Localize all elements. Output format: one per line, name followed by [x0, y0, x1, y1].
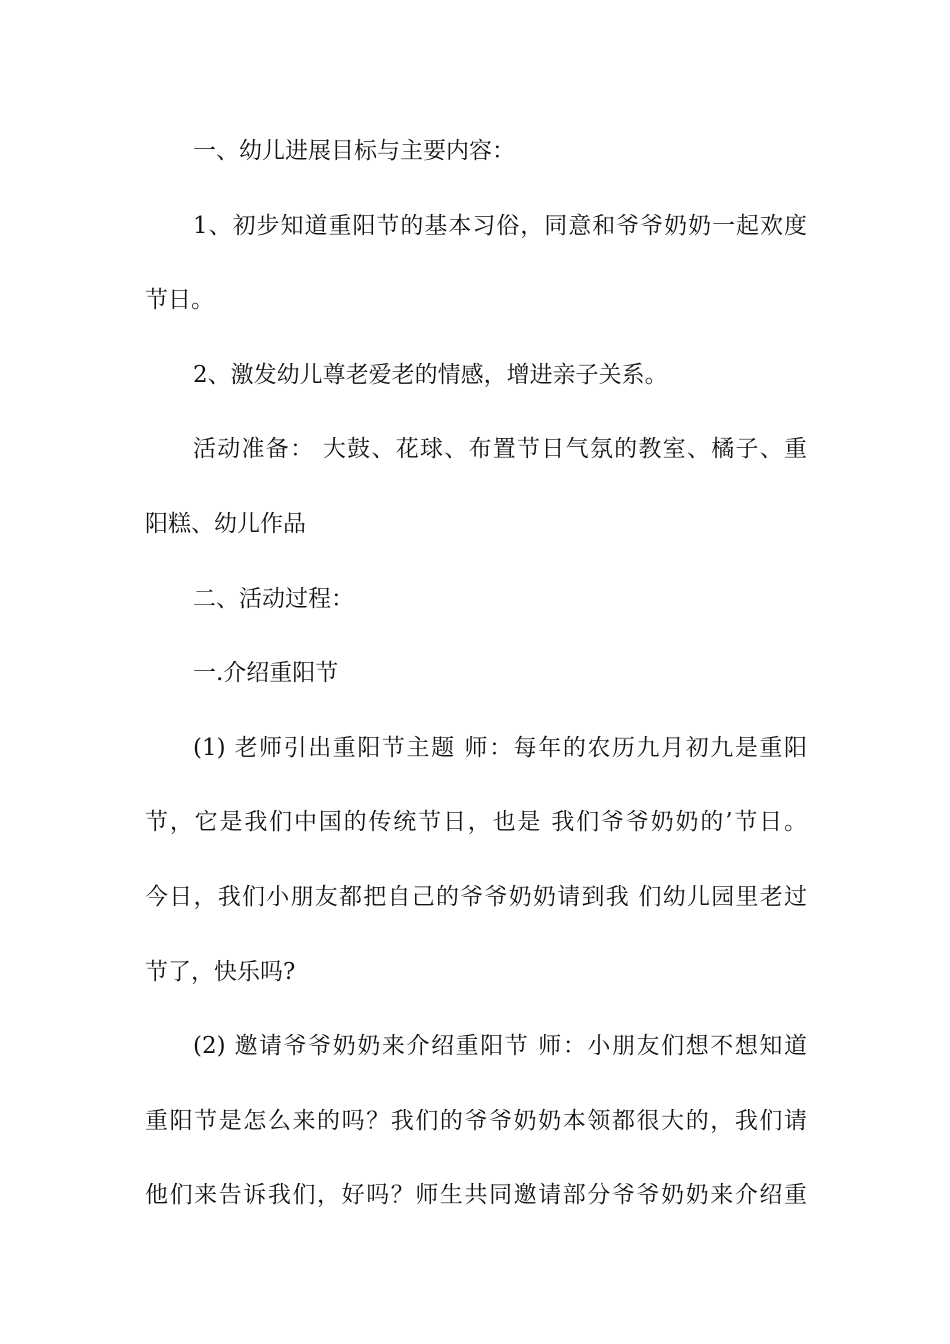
paragraph-line: 1、初步知道重阳节的基本习俗，同意和爷爷奶奶一起欢度	[193, 213, 807, 239]
paragraph-line: 2、激发幼儿尊老爱老的情感，增进亲子关系。	[193, 362, 668, 388]
paragraph-line: 活动准备： 大鼓、花球、布置节日气氛的教室、橘子、重	[193, 436, 807, 462]
section-heading-goals: 一、幼儿进展目标与主要内容：	[193, 138, 515, 164]
paragraph-line: (2) 邀请爷爷奶奶来介绍重阳节 师：小朋友们想不想知道	[193, 1033, 807, 1059]
paragraph-line: (1) 老师引出重阳节主题 师：每年的农历九月初九是重阳	[193, 735, 807, 761]
paragraph-line: 节，它是我们中国的传统节日，也是 我们爷爷奶奶的’节日。	[145, 809, 807, 835]
paragraph-line: 他们来告诉我们，好吗？师生共同邀请部分爷爷奶奶来介绍重	[145, 1182, 807, 1208]
paragraph-line: 重阳节是怎么来的吗？我们的爷爷奶奶本领都很大的，我们请	[145, 1108, 807, 1134]
subsection-heading: 一.介绍重阳节	[193, 660, 339, 686]
paragraph-line: 今日，我们小朋友都把自己的爷爷奶奶请到我 们幼儿园里老过	[145, 884, 807, 910]
paragraph-line: 阳糕、幼儿作品	[145, 511, 306, 537]
section-heading-process: 二、活动过程：	[193, 586, 354, 612]
paragraph-line: 节了，快乐吗?	[145, 959, 296, 985]
paragraph-line: 节日。	[145, 287, 214, 313]
